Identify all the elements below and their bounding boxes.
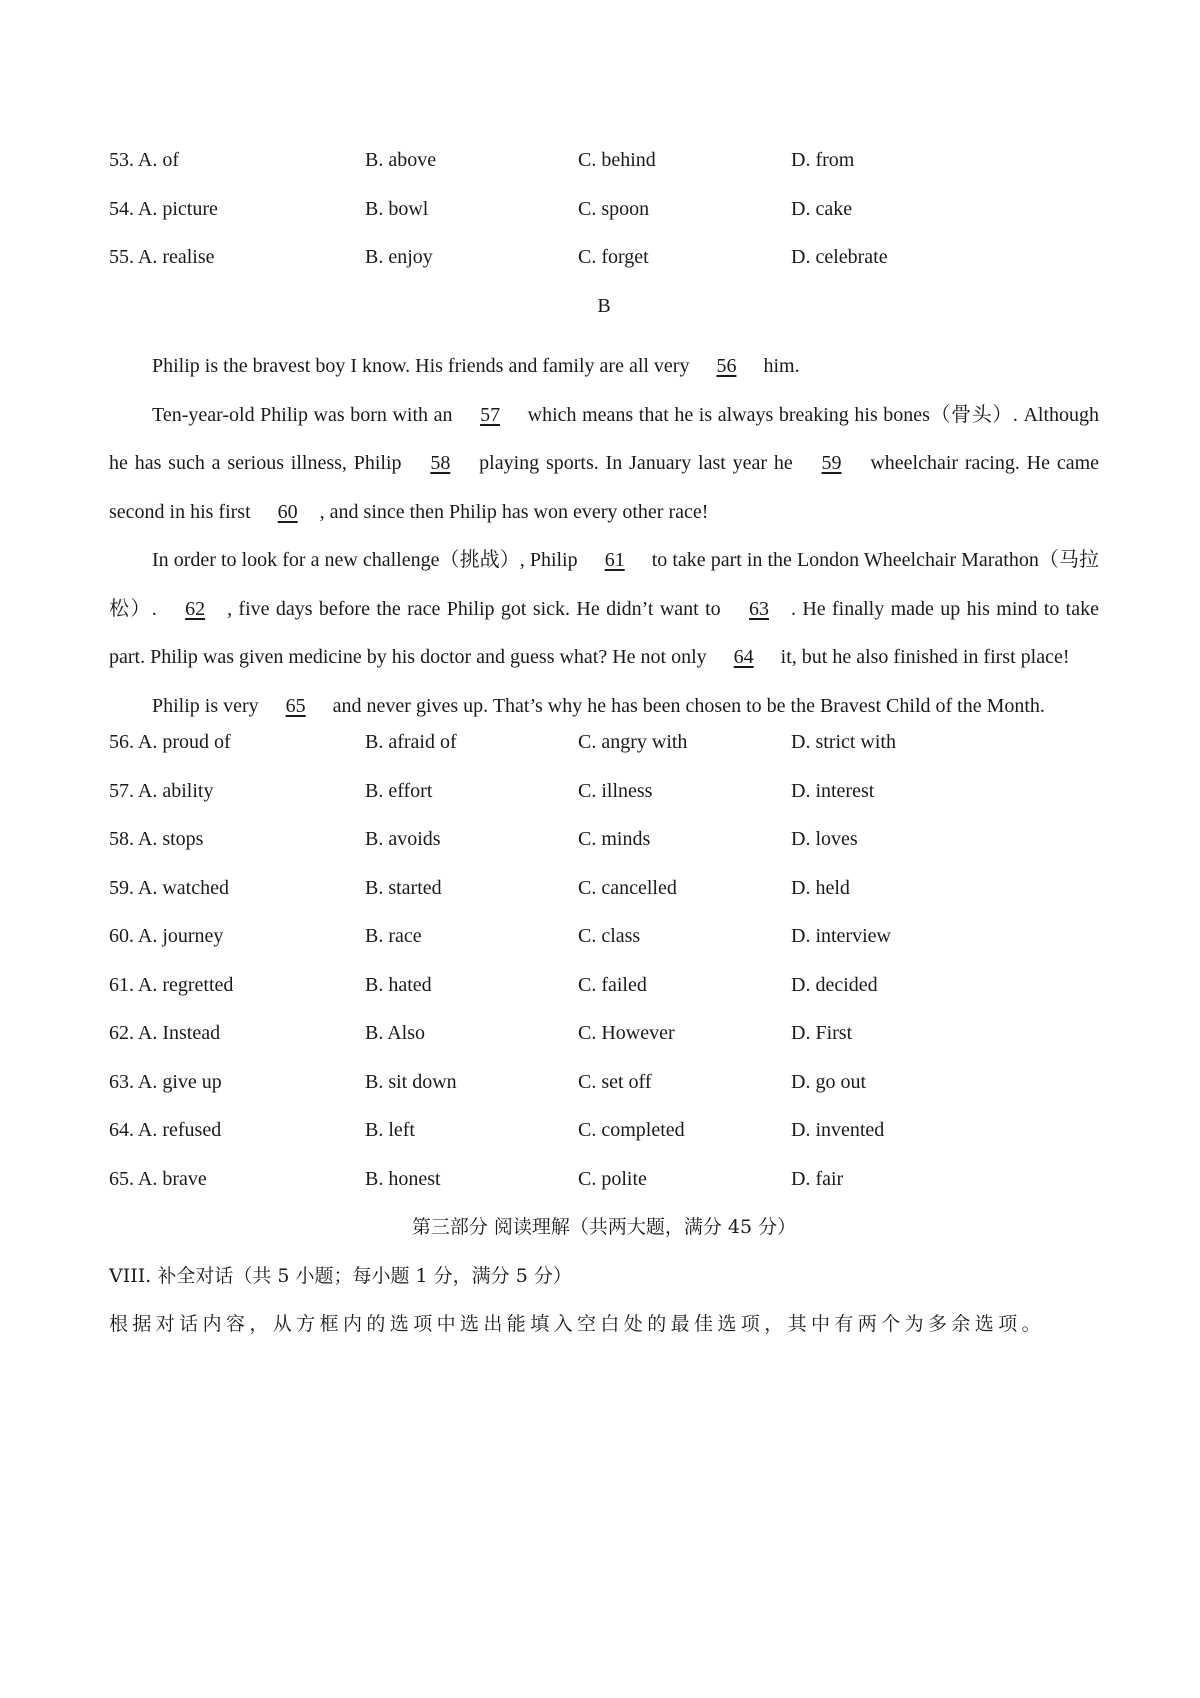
option-b: B. avoids	[365, 828, 441, 850]
option-d: D. interest	[791, 779, 875, 802]
option-c: C. forget	[578, 246, 649, 268]
option-c: C. angry with	[578, 731, 688, 753]
option-b: B. enjoy	[365, 246, 433, 268]
option-b: B. bowl	[365, 197, 429, 220]
passage-text: Philip is the bravest boy I know. His friends and family are all very	[152, 355, 695, 377]
blank-58: 58	[430, 452, 451, 474]
option-c: C. completed	[578, 1119, 685, 1141]
cloze-passage	[109, 342, 1099, 730]
option-d: D. cake	[791, 197, 853, 220]
option-a: 53. A. of	[109, 149, 179, 171]
option-d: D. held	[791, 876, 850, 899]
option-b: B. effort	[365, 779, 433, 802]
question-row	[109, 924, 1099, 973]
blank-64: 64	[733, 646, 754, 668]
question-row	[109, 1118, 1099, 1167]
option-b: B. left	[365, 1119, 415, 1141]
section-b-heading: B	[597, 294, 611, 317]
passage-text: him.	[758, 355, 800, 377]
option-b: B. sit down	[365, 1070, 457, 1093]
question-row	[109, 973, 1099, 1022]
question-row	[109, 730, 1099, 779]
section-viii-instruction: 根据对话内容，从方框内的选项中选出能填入空白处的最佳选项，其中有两个为多余选项。	[109, 1313, 1046, 1335]
option-c: C. failed	[578, 973, 647, 996]
question-row	[109, 1070, 1099, 1119]
passage-text: In order to look for a new challenge（挑战）, Philip	[152, 549, 583, 571]
option-a: 63. A. give up	[109, 1070, 222, 1093]
option-a: 60. A. journey	[109, 925, 224, 947]
mc-options-bottom	[109, 730, 1099, 1215]
question-row	[109, 148, 1099, 197]
option-a: 65. A. brave	[109, 1167, 207, 1190]
passage-text: . He finally made up his mind to take part. Philip was given medicine by his doctor and guess what? He not only	[109, 597, 1099, 668]
question-row	[109, 245, 1099, 294]
option-d: D. First	[791, 1022, 853, 1044]
option-a: 61. A. regretted	[109, 973, 234, 996]
option-b: B. hated	[365, 973, 432, 996]
passage-text: Ten-year-old Philip was born with an	[152, 403, 459, 426]
passage-text: playing sports. In January last year he	[472, 452, 800, 474]
question-row	[109, 1021, 1099, 1070]
option-a: 57. A. ability	[109, 779, 214, 802]
passage-text: Philip is very	[152, 694, 264, 717]
option-c: C. set off	[578, 1070, 652, 1093]
option-d: D. celebrate	[791, 246, 888, 268]
passage-text: , and since then Philip has won every other race!	[319, 500, 709, 523]
option-a: 55. A. realise	[109, 246, 215, 268]
option-a: 58. A. stops	[109, 828, 204, 850]
option-c: C. minds	[578, 828, 651, 850]
option-d: D. loves	[791, 828, 858, 850]
option-c: C. spoon	[578, 197, 650, 220]
option-b: B. race	[365, 925, 422, 947]
passage-text: which means that he is always breaking his bones（骨头）. Although he has such a serious illness, Philip	[109, 403, 1099, 474]
passage-paragraph-1	[109, 342, 1099, 391]
passage-paragraph-4	[109, 682, 1099, 731]
option-b: B. afraid of	[365, 731, 457, 753]
passage-text: to take part in the London Wheelchair Marathon（马拉松）.	[109, 549, 1100, 620]
option-a: 64. A. refused	[109, 1119, 222, 1141]
option-d: D. from	[791, 149, 855, 171]
option-c: C. class	[578, 925, 641, 947]
blank-65: 65	[285, 694, 306, 717]
option-c: C. illness	[578, 779, 653, 802]
option-b: B. above	[365, 149, 437, 171]
blank-59: 59	[821, 452, 842, 474]
blank-57: 57	[480, 403, 501, 426]
blank-62: 62	[185, 597, 206, 620]
blank-61: 61	[604, 549, 625, 571]
option-c: C. cancelled	[578, 876, 677, 899]
question-row	[109, 876, 1099, 925]
option-d: D. interview	[791, 925, 891, 947]
blank-56: 56	[716, 355, 737, 377]
passage-paragraph-2	[109, 391, 1099, 537]
option-d: D. strict with	[791, 731, 896, 753]
option-a: 56. A. proud of	[109, 731, 231, 753]
question-row	[109, 197, 1099, 246]
blank-63: 63	[748, 597, 769, 620]
passage-text: it, but he also finished in first place!	[775, 646, 1070, 668]
section-viii-title: VIII. 补全对话（共 5 小题；每小题 1 分，满分 5 分）	[109, 1264, 572, 1287]
passage-paragraph-3	[109, 536, 1099, 682]
part-three-heading: 第三部分 阅读理解（共两大题，满分 45 分）	[411, 1216, 797, 1238]
question-row	[109, 827, 1099, 876]
passage-text: , five days before the race Philip got sick. He didn’t want to	[227, 597, 727, 620]
question-row	[109, 779, 1099, 828]
option-d: D. invented	[791, 1119, 885, 1141]
option-a: 59. A. watched	[109, 876, 229, 899]
blank-60: 60	[277, 500, 298, 523]
option-b: B. started	[365, 876, 442, 899]
option-b: B. Also	[365, 1022, 426, 1044]
passage-text: and never gives up. That’s why he has been chosen to be the Bravest Child of the Month.	[327, 694, 1045, 717]
option-c: C. behind	[578, 149, 656, 171]
option-a: 54. A. picture	[109, 197, 218, 220]
option-d: D. decided	[791, 973, 878, 996]
option-c: C. polite	[578, 1167, 647, 1190]
mc-options-top	[109, 148, 1099, 294]
exam-page	[109, 148, 1099, 1336]
option-d: D. go out	[791, 1070, 866, 1093]
option-c: C. However	[578, 1022, 675, 1044]
option-b: B. honest	[365, 1167, 441, 1190]
question-row	[109, 1167, 1099, 1216]
passage-text: wheelchair racing. He came second in his first	[109, 452, 1100, 523]
option-a: 62. A. Instead	[109, 1022, 221, 1044]
option-d: D. fair	[791, 1167, 844, 1190]
